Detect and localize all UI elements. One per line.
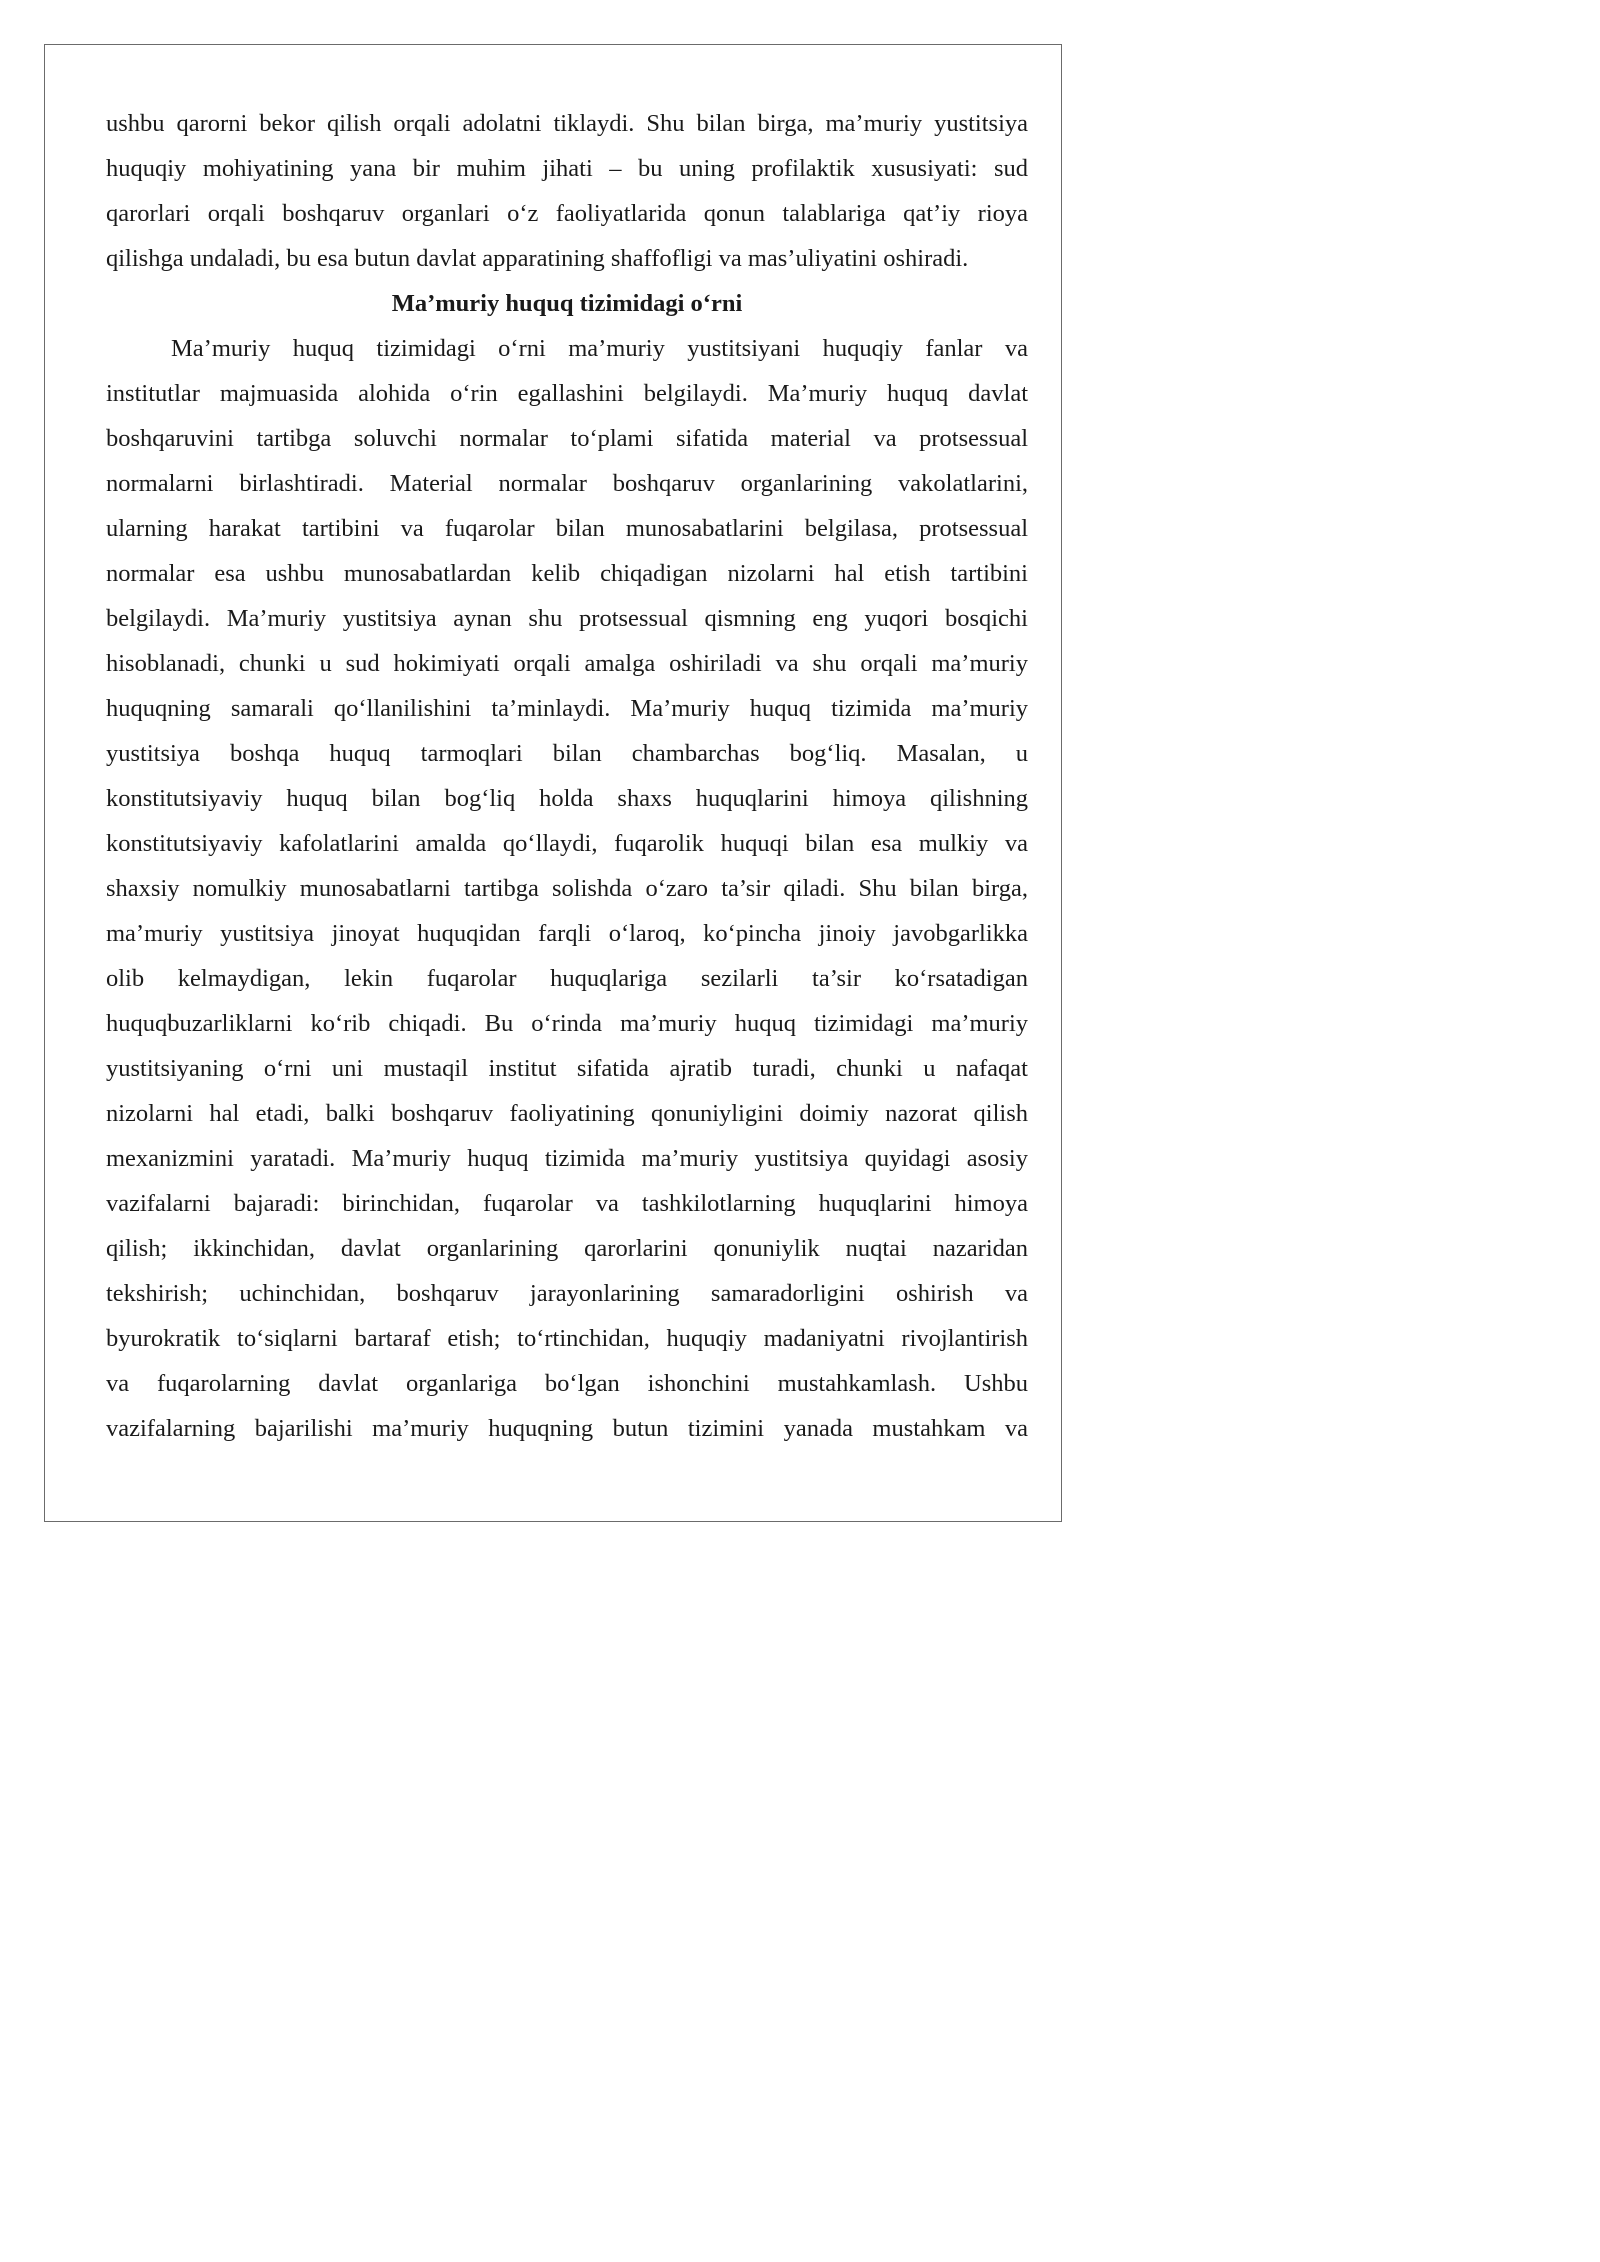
paragraph-line: qilish; ikkinchidan, davlat organlarining qarorlarini qonuniylik nuqtai nazaridan [106, 1235, 1028, 1262]
paragraph-line: tekshirish; uchinchidan, boshqaruv jarayonlarining samaradorligini oshirish va [106, 1280, 1028, 1307]
paragraph-line: normalar esa ushbu munosabatlardan kelib chiqadigan nizolarni hal etish tartibini [106, 560, 1028, 587]
continued-paragraph [106, 101, 1028, 281]
paragraph-line: ma’muriy yustitsiya jinoyat huquqidan farqli o‘laroq, ko‘pincha jinoiy javobgarlikka [106, 920, 1028, 947]
paragraph-line: qilishga undaladi, bu esa butun davlat apparatining shaffofligi va mas’uliyatini oshiradi. [106, 245, 969, 272]
page-body [106, 101, 1028, 1451]
paragraph-line: boshqaruvini tartibga soluvchi normalar to‘plami sifatida material va protsessual [106, 425, 1028, 452]
paragraph-line: va fuqarolarning davlat organlariga bo‘lgan ishonchini mustahkamlash. Ushbu [106, 1370, 1028, 1397]
paragraph-line: mexanizmini yaratadi. Ma’muriy huquq tizimida ma’muriy yustitsiya quyidagi asosiy [106, 1145, 1028, 1172]
paragraph-line: shaxsiy nomulkiy munosabatlarni tartibga solishda o‘zaro ta’sir qiladi. Shu bilan birga, [106, 875, 1028, 902]
paragraph-line: olib kelmaydigan, lekin fuqarolar huquqlariga sezilarli ta’sir ko‘rsatadigan [106, 965, 1028, 992]
paragraph-line: huquqiy mohiyatining yana bir muhim jihati – bu uning profilaktik xususiyati: sud [106, 155, 1028, 182]
paragraph-line: qarorlari orqali boshqaruv organlari o‘z faoliyatlarida qonun talablariga qat’iy rioya [106, 200, 1028, 227]
paragraph-line: hisoblanadi, chunki u sud hokimiyati orqali amalga oshiriladi va shu orqali ma’muriy [106, 650, 1028, 677]
paragraph-line: huquqbuzarliklarni ko‘rib chiqadi. Bu o‘rinda ma’muriy huquq tizimidagi ma’muriy [106, 1010, 1028, 1037]
paragraph-line: konstitutsiyaviy kafolatlarini amalda qo‘llaydi, fuqarolik huquqi bilan esa mulkiy va [106, 830, 1028, 857]
paragraph-line: byurokratik to‘siqlarni bartaraf etish; to‘rtinchidan, huquqiy madaniyatni rivojlantirish [106, 1325, 1028, 1352]
paragraph-line: nizolarni hal etadi, balki boshqaruv faoliyatining qonuniyligini doimiy nazorat qilish [106, 1100, 1028, 1127]
paragraph-line: institutlar majmuasida alohida o‘rin egallashini belgilaydi. Ma’muriy huquq davlat [106, 380, 1028, 407]
paragraph-line: ushbu qarorni bekor qilish orqali adolatni tiklaydi. Shu bilan birga, ma’muriy yustitsiya [106, 110, 1028, 137]
section-paragraph [106, 326, 1028, 1451]
paragraph-line: vazifalarning bajarilishi ma’muriy huquqning butun tizimini yanada mustahkam va [106, 1415, 1028, 1442]
paragraph-line: ularning harakat tartibini va fuqarolar bilan munosabatlarini belgilasa, protsessual [106, 515, 1028, 542]
paragraph-line: yustitsiyaning o‘rni uni mustaqil institut sifatida ajratib turadi, chunki u nafaqat [106, 1055, 1028, 1082]
paragraph-line: huquqning samarali qo‘llanilishini ta’minlaydi. Ma’muriy huquq tizimida ma’muriy [106, 695, 1028, 722]
paragraph-line: yustitsiya boshqa huquq tarmoqlari bilan chambarchas bog‘liq. Masalan, u [106, 740, 1028, 767]
paragraph-line: belgilaydi. Ma’muriy yustitsiya aynan shu protsessual qismning eng yuqori bosqichi [106, 605, 1028, 632]
paragraph-line: Ma’muriy huquq tizimidagi o‘rni ma’muriy yustitsiyani huquqiy fanlar va [171, 335, 1028, 362]
paragraph-line: normalarni birlashtiradi. Material normalar boshqaruv organlarining vakolatlarini, [106, 470, 1028, 497]
section-heading: Ma’muriy huquq tizimidagi o‘rni [391, 290, 743, 317]
paragraph-line: konstitutsiyaviy huquq bilan bog‘liq holda shaxs huquqlarini himoya qilishning [106, 785, 1028, 812]
paragraph-line: vazifalarni bajaradi: birinchidan, fuqarolar va tashkilotlarning huquqlarini himoya [106, 1190, 1028, 1217]
